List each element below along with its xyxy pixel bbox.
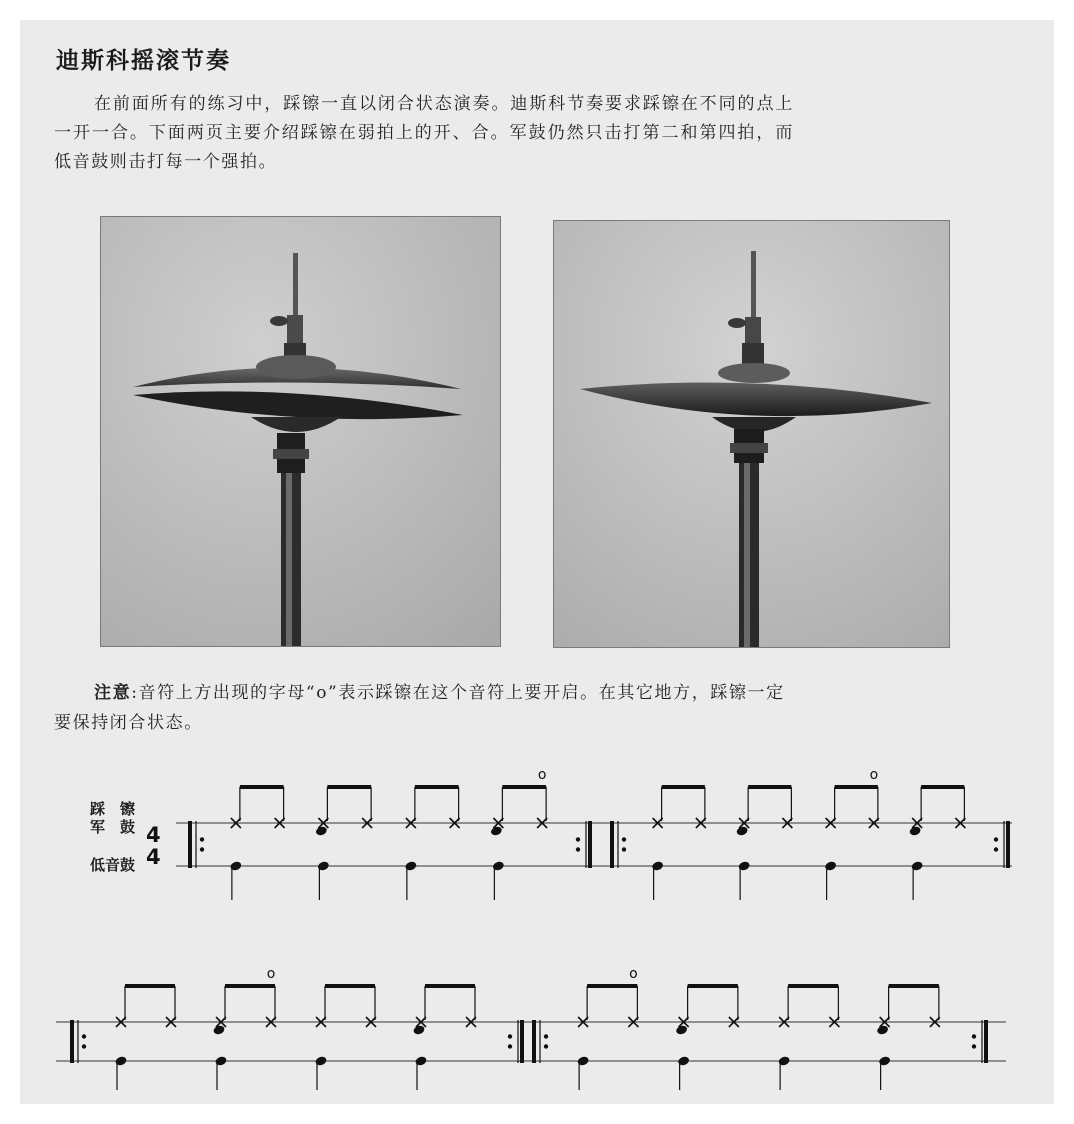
hihat-closed-illustration: [554, 221, 949, 647]
snare-note: [412, 1024, 425, 1035]
hihat-open-mark: o: [537, 767, 547, 783]
hihat-beam: [835, 785, 878, 789]
hihat-label: 踩 镲: [90, 800, 136, 818]
note-text: :音符上方出现的字母“o”表示踩镲在这个音符上要开启。在其它地方，踩镲一定要保持闭合状态。: [54, 683, 785, 733]
section-title: 迪斯科摇滚节奏: [56, 48, 231, 74]
snare-note: [675, 1024, 688, 1035]
repeat-end-dot: [994, 847, 998, 851]
hihat-beam: [748, 785, 791, 789]
time-signature-top: 4: [146, 823, 161, 847]
repeat-end-thick-bar: [520, 1020, 524, 1063]
snare-note: [212, 1024, 225, 1035]
repeat-start-dot: [82, 1034, 86, 1038]
hihat-open-mark: o: [629, 966, 638, 982]
repeat-end-thick-bar: [588, 821, 592, 868]
repeat-end-thick-bar: [1006, 821, 1010, 868]
hihat-beam: [325, 984, 375, 988]
snare-note: [315, 825, 328, 836]
hihat-beam: [125, 984, 175, 988]
repeat-start-dot: [200, 847, 204, 851]
hihat-beam: [921, 785, 964, 789]
repeat-end-dot: [972, 1044, 976, 1048]
snare-note: [736, 825, 749, 836]
hihat-open-mark: o: [869, 767, 879, 783]
hihat-beam: [415, 785, 459, 789]
repeat-end-dot: [508, 1044, 512, 1048]
hihat-closed-photo: [553, 220, 950, 648]
repeat-start-thick-bar: [610, 821, 614, 868]
hihat-beam: [688, 984, 738, 988]
hihat-beam: [788, 984, 838, 988]
page: [20, 20, 1054, 1104]
hihat-beam: [225, 984, 275, 988]
repeat-start-dot: [544, 1034, 548, 1038]
hihat-open-photo: [100, 216, 501, 647]
repeat-end-thick-bar: [984, 1020, 988, 1063]
snare-label: 军 鼓: [90, 818, 136, 836]
note-paragraph: [54, 678, 794, 738]
bass-drum-label: 低音鼓: [90, 856, 136, 874]
repeat-start-dot: [544, 1044, 548, 1048]
hihat-beam: [662, 785, 705, 789]
hihat-beam: [425, 984, 475, 988]
repeat-end-dot: [994, 837, 998, 841]
repeat-start-dot: [82, 1044, 86, 1048]
hihat-open-illustration: [101, 217, 500, 646]
hihat-open-mark: o: [266, 966, 276, 982]
intro-paragraph: 在前面所有的练习中，踩镲一直以闭合状态演奏。迪斯科节奏要求踩镲在不同的点上一开一合。下面两页主要介绍踩镲在弱拍上的开、合。军鼓仍然只击打第二和第四拍，而低音鼓则击打每一个强拍。: [54, 94, 794, 172]
drum-notation: [20, 750, 1054, 1090]
hihat-beam: [327, 785, 371, 789]
repeat-end-dot: [508, 1034, 512, 1038]
note-label: 注意: [94, 683, 132, 703]
repeat-start-thick-bar: [532, 1020, 536, 1063]
hihat-beam: [587, 984, 637, 988]
hihat-beam: [889, 984, 939, 988]
repeat-start-dot: [622, 847, 626, 851]
snare-note: [490, 825, 503, 836]
time-signature-bottom: 4: [146, 845, 161, 869]
hihat-beam: [502, 785, 546, 789]
repeat-start-dot: [200, 837, 204, 841]
repeat-start-thick-bar: [188, 821, 192, 868]
repeat-start-thick-bar: [70, 1020, 74, 1063]
score: [56, 767, 1012, 1090]
snare-note: [909, 825, 922, 836]
repeat-start-dot: [622, 837, 626, 841]
repeat-end-dot: [576, 837, 580, 841]
snare-note: [876, 1024, 889, 1035]
repeat-end-dot: [576, 847, 580, 851]
instrument-labels: [89, 800, 161, 874]
repeat-end-dot: [972, 1034, 976, 1038]
hihat-beam: [240, 785, 284, 789]
